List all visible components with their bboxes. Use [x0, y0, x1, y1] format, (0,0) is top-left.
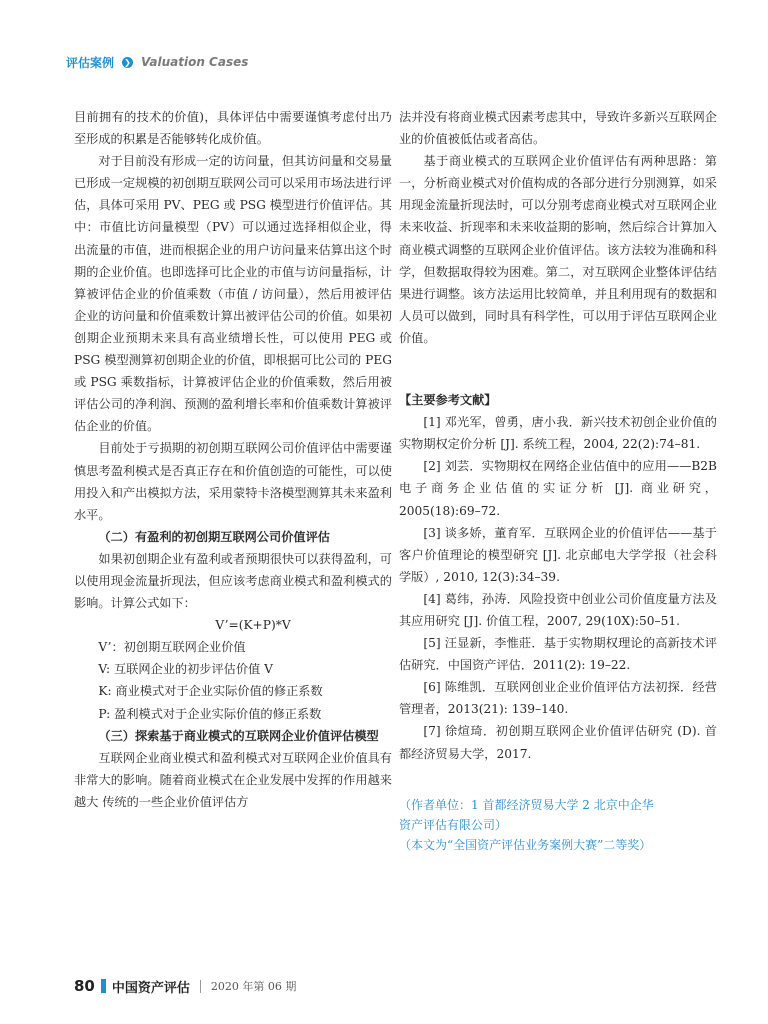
definition: V’：初创期互联网企业价值 — [98, 640, 246, 655]
paragraph: 目前拥有的技术的价值)，具体评估中需要谨慎考虑付出乃至形成的积累是否能够转化成价值。 — [74, 110, 392, 147]
definition: V: 互联网企业的初步评估价值 V — [98, 662, 273, 677]
reference-item: [1] 邓光军，曾勇，唐小我．新兴技术初创企业价值的实物期权定价分析 [J]. 系统工程，2004, 22(2):74–81. — [399, 415, 717, 452]
award-note: （本文为“全国资产评估业务案例大赛”二等奖） — [399, 837, 652, 852]
formula: V’=(K+P)*V — [215, 618, 291, 633]
reference-item: [4] 葛纬，孙涛．风险投资中创业公司价值度量方法及其应用研究 [J]. 价值工程，2007, 29(10X):50–51. — [399, 591, 717, 628]
paragraph: 互联网企业商业模式和盈利模式对互联网企业价值具有非常大的影响。随着商业模式在企业发展中发挥的作用越来越大 传统的一些企业价值评估方 — [74, 750, 392, 809]
subheading: （三）探索基于商业模式的互联网企业价值评估模型 — [98, 728, 379, 743]
running-header — [66, 52, 248, 72]
chevron-right-icon: ❯ — [122, 57, 133, 68]
section-title-cn: 评估案例 — [66, 55, 115, 70]
reference-item: [7] 徐煊琦．初创期互联网企业价值评估研究 (D). 首都经济贸易大学，2017. — [399, 724, 717, 761]
definition: K: 商业模式对于企业实际价值的修正系数 — [98, 684, 323, 699]
subheading: （二）有盈利的初创期互联网公司价值评估 — [98, 529, 330, 544]
left-column — [74, 106, 392, 813]
paragraph: 法并没有将商业模式因素考虑其中，导致许多新兴互联网企业的价值被低估或者高估。 — [399, 110, 717, 147]
issue-label: 2020 年第 06 期 — [210, 980, 297, 993]
paragraph: 对于目前没有形成一定的访问量，但其访问量和交易量已形成一定规模的初创期互联网公司可以采用市场法进行评估，具体可采用 PV、PEG 或 PSG 模型进行价值评估。其中：市值比访问量模型（PV）可以通过选择相似企业，得出流量的市值，进而根据企业的用户访问量来估算出这个时期的企业价值。也即选择可比企业的市值与访问量指标，计算被评估企业的价值乘数（市值 / 访问量），然后用被评估企业的访问量和价值乘数计算出被评估公司的价值。如果初创期企业预期未来具有高业绩增长性，可以使用 PEG 或 PSG 模型测算初创期企业的价值，即根据可比公司的 PEG 或 PSG 乘数指标，计算被评估企业的价值乘数，然后用被评估公司的净利润、预测的盈利增长率和价值乘数计算被评估企业的价值。 — [74, 154, 392, 434]
author-line: 资产评估有限公司） — [399, 817, 508, 832]
paragraph: 基于商业模式的互联网企业价值评估有两种思路：第一，分析商业模式对价值构成的各部分进行分别测算，如采用现金流量折现法时，可以分别考虑商业模式对互联网企业未来收益、折现率和未来收益期的影响，然后综合计算加入商业模式调整的互联网企业价值评估。该方法较为准确和科学，但数据取得较为困难。第二，对互联网企业整体评估结果进行调整。该方法运用比较简单，并且利用现有的数据和人员可以做到，同时具有科学性，可以用于评估互联网企业价值。 — [399, 154, 717, 345]
divider — [200, 980, 201, 993]
paragraph: 如果初创期企业有盈利或者预期很快可以获得盈利，可以使用现金流量折现法，但应该考虑商业模式和盈利模式的影响。计算公式如下： — [74, 551, 392, 611]
section-title-en: Valuation Cases — [141, 55, 249, 69]
page-footer — [74, 976, 296, 996]
right-column — [399, 106, 717, 855]
magazine-title: 中国资产评估 — [111, 980, 190, 996]
accent-bar — [101, 979, 106, 993]
reference-item: [5] 汪显新，李惟莊．基于实物期权理论的高新技术评估研究．中国资产评估．2011(2): 19–22. — [399, 636, 717, 673]
reference-item: [3] 谈多娇，董育军．互联网企业的价值评估——基于客户价值理论的模型研究 [J]. 北京邮电大学学报（社会科学版）, 2010, 12(3):34–39. — [399, 525, 717, 584]
reference-item: [2] 刘芸．实物期权在网络企业估值中的应用——B2B 电子商务企业估值的实证分析 [J]. 商业研究，2005(18):69–72. — [399, 459, 717, 518]
reference-item: [6] 陈维凯．互联网创业企业价值评估方法初探．经营管理者，2013(21): 139–140. — [399, 680, 717, 717]
author-affiliation — [399, 795, 717, 835]
author-line: （作者单位：1 首都经济贸易大学 2 北京中企华 — [399, 797, 654, 812]
references-title: 【主要参考文献】 — [399, 393, 497, 408]
definition: P: 盈利模式对于企业实际价值的修正系数 — [98, 706, 322, 721]
paragraph: 目前处于亏损期的初创期互联网公司价值评估中需要谨慎思考盈利模式是否真正存在和价值创造的可能性，可以使用投入和产出模拟方法，采用蒙特卡洛模型测算其未来盈利水平。 — [74, 441, 392, 522]
page-number: 80 — [74, 977, 95, 995]
